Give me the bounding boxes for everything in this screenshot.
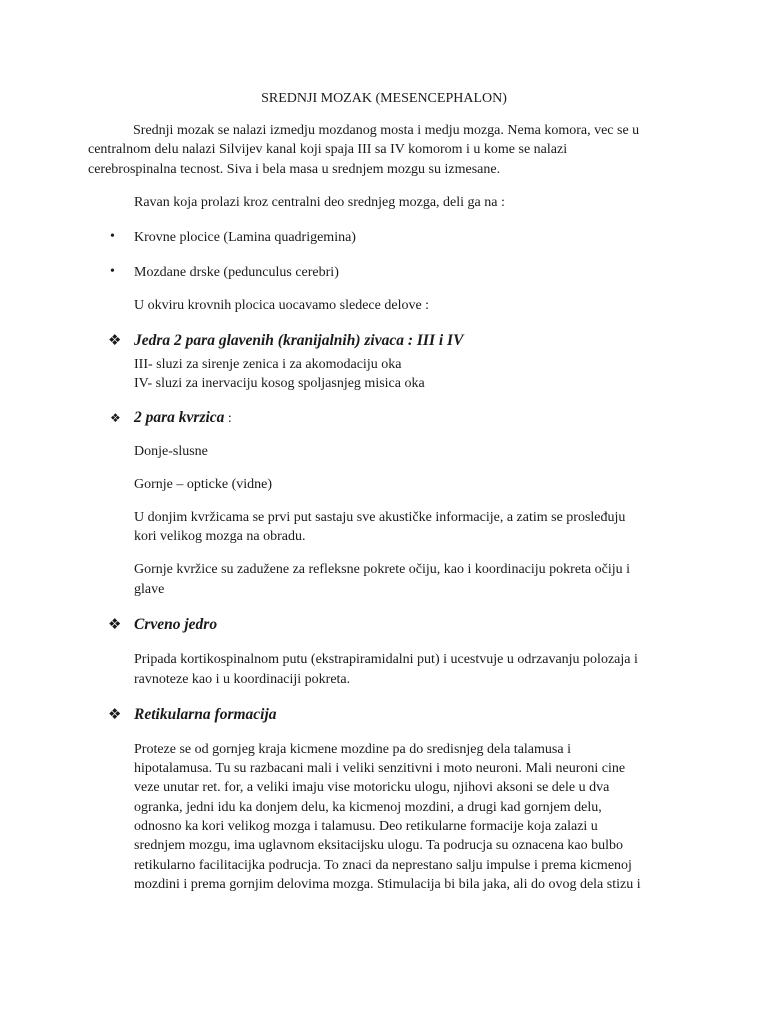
bullet-dot-icon: • <box>110 264 115 279</box>
retikularna-line-7: retikularno facilitacijka podrucja. To znaci da neprestano salju impulse i prema kicmenoj <box>134 858 632 873</box>
heading-crveno-jedro: Crveno jedro <box>134 616 218 633</box>
kvrzica-p1-line-1: U donjim kvržicama se prvi put sastaju sve akustičke informacije, a zatim se prosleđuju <box>134 510 626 525</box>
intro-line-3: cerebrospinalna tecnost. Siva i bela masa u srednjem mozgu su izmesane. <box>88 162 501 177</box>
heading-kvrzica-suffix: : <box>224 411 232 426</box>
kvrzica-p2-line-2: glave <box>134 582 165 597</box>
document-title: SREDNJI MOZAK (MESENCEPHALON) <box>261 91 507 106</box>
retikularna-line-6: srednjem mozgu, ima uglavnom eksitacijsku ulogu. Ta podrucja su oznacena kao bulbo <box>134 838 624 853</box>
crveno-line-2: ravnoteze kao i u koordinaciji pokreta. <box>134 672 351 687</box>
okvir-paragraph: U okviru krovnih plocica uocavamo sledece delove : <box>134 298 430 313</box>
diamond-bullet-icon: ❖ <box>108 331 122 349</box>
diamond-bullet-icon: ❖ <box>108 615 122 633</box>
intro-line-1: Srednji mozak se nalazi izmedju mozdanog mosta i medju mozga. Nema komora, vec se u <box>133 123 640 138</box>
heading-kvrzica-text: 2 para kvrzica <box>134 409 225 426</box>
bullet-dot-icon: • <box>110 229 115 244</box>
kvrzica-gornje: Gornje – opticke (vidne) <box>134 477 273 492</box>
intro-line-2: centralnom delu nalazi Silvijev kanal koji spaja III sa IV komorom i u kome se nalazi <box>88 142 568 157</box>
kvrzica-p1-line-2: kori velikog mozga na obradu. <box>134 529 306 544</box>
retikularna-line-8: mozdini i prema gornjim delovima mozga. Stimulacija bi bila jaka, ali do ovog dela stizu i <box>134 877 641 892</box>
retikularna-line-2: hipotalamusa. Tu su razbacani mali i veliki senzitivni i moto neuroni. Mali neuroni cine <box>134 761 626 776</box>
kvrzica-donje: Donje-slusne <box>134 444 208 459</box>
retikularna-line-3: veze unutar ret. for, a veliki imaju vise motoricku ulogu, njihovi aksoni se dele u dva <box>134 780 610 795</box>
diamond-bullet-icon: ❖ <box>110 411 121 425</box>
jedra-line-1: III- sluzi za sirenje zenica i za akomodaciju oka <box>134 357 402 372</box>
bullet-item-1: Krovne plocice (Lamina quadrigemina) <box>134 230 356 245</box>
heading-retikularna: Retikularna formacija <box>134 706 277 723</box>
jedra-line-2: IV- sluzi za inervaciju kosog spoljasnjeg misica oka <box>134 376 425 391</box>
heading-kvrzica <box>134 408 232 428</box>
bullet-item-2: Mozdane drske (pedunculus cerebri) <box>134 265 339 280</box>
diamond-bullet-icon: ❖ <box>108 705 122 723</box>
retikularna-line-4: ogranka, jedni idu ka donjem delu, ka kicmenoj mozdini, a drugi kad gornjem delu, <box>134 800 602 815</box>
ravan-paragraph: Ravan koja prolazi kroz centralni deo srednjeg mozga, deli ga na : <box>134 195 505 210</box>
retikularna-line-5: odnosno ka kori velikog mozga i talamusu. Deo retikularne formacije koja zalazi u <box>134 819 598 834</box>
kvrzica-p2-line-1: Gornje kvržice su zadužene za refleksne pokrete očiju, kao i koordinaciju pokreta očiju i <box>134 562 631 577</box>
crveno-line-1: Pripada kortikospinalnom putu (ekstrapiramidalni put) i ucestvuje u odrzavanju polozaja i <box>134 652 638 667</box>
retikularna-line-1: Proteze se od gornjeg kraja kicmene mozdine pa do sredisnjeg dela talamusa i <box>134 742 571 757</box>
heading-jedra: Jedra 2 para glavenih (kranijalnih) zivaca : III i IV <box>134 332 464 349</box>
